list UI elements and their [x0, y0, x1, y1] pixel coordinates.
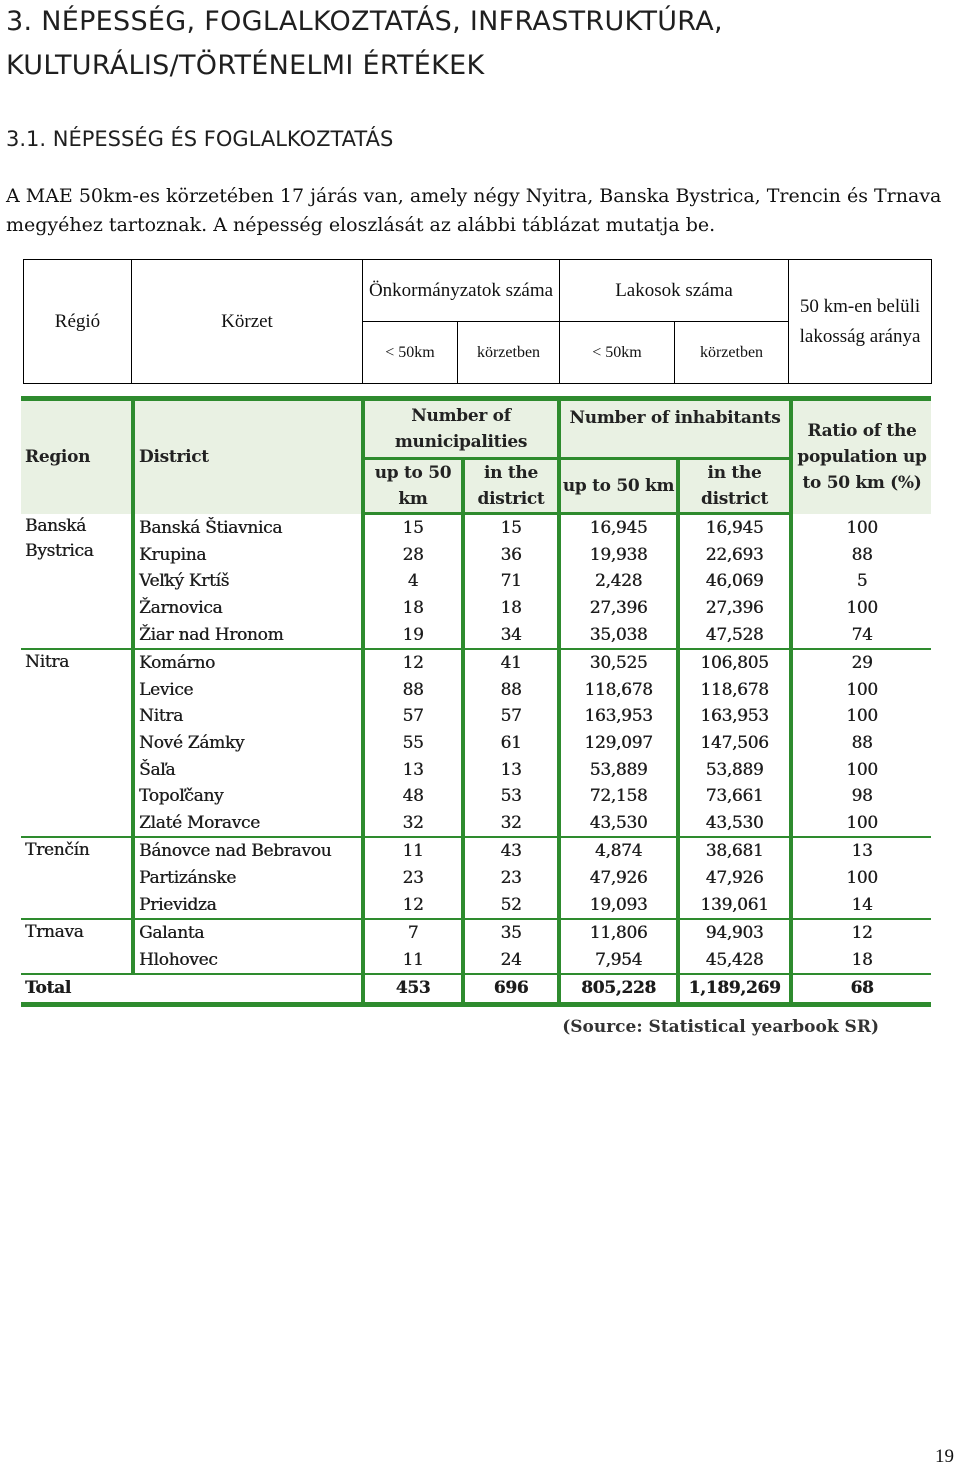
table-row	[21, 677, 931, 704]
district-cell: Topoľčany	[133, 783, 363, 810]
region-cell: Trenčín	[21, 837, 133, 919]
district-cell: Žiar nad Hronom	[133, 621, 363, 649]
value-cell-ratio: 100	[791, 865, 931, 892]
value-cell-md: 57	[463, 703, 559, 730]
district-cell: Nitra	[133, 703, 363, 730]
table-row	[21, 865, 931, 892]
value-cell-m50: 32	[363, 810, 463, 838]
hu-header-in-district-b: körzetben	[675, 322, 789, 384]
district-cell: Hlohovec	[133, 947, 363, 975]
hu-header-lt50-b: < 50km	[560, 322, 675, 384]
table-row	[21, 514, 931, 542]
hu-header-lt50: < 50km	[363, 322, 458, 384]
district-cell: Prievidza	[133, 891, 363, 919]
subsection-heading: 3.1. NÉPESSÉG ÉS FOGLALKOZTATÁS	[6, 127, 394, 151]
population-table-body	[21, 514, 931, 1005]
table-row	[21, 756, 931, 783]
district-cell: Banská Štiavnica	[133, 514, 363, 542]
en-header-region: Region	[21, 399, 133, 514]
table-row	[21, 568, 931, 595]
value-cell-id: 38,681	[678, 837, 791, 865]
value-cell-md: 61	[463, 730, 559, 757]
total-cell-i50: 805,228	[559, 974, 678, 1004]
hu-header-region: Régió	[24, 260, 132, 384]
value-cell-ratio: 18	[791, 947, 931, 975]
en-header-in-district: in the district	[463, 459, 559, 514]
hu-header-municipalities: Önkormányzatok száma	[363, 260, 560, 322]
district-cell: Zlaté Moravce	[133, 810, 363, 838]
table-row	[21, 621, 931, 649]
value-cell-ratio: 88	[791, 542, 931, 569]
region-cell: Banská Bystrica	[25, 515, 94, 561]
value-cell-m50: 12	[363, 649, 463, 677]
value-cell-ratio: 13	[791, 837, 931, 865]
value-cell-md: 71	[463, 568, 559, 595]
value-cell-md: 24	[463, 947, 559, 975]
en-header-up-to-50-b: up to 50 km	[559, 459, 678, 514]
value-cell-m50: 55	[363, 730, 463, 757]
value-cell-m50: 15	[363, 514, 463, 542]
value-cell-id: 163,953	[678, 703, 791, 730]
value-cell-i50: 16,945	[559, 514, 678, 542]
value-cell-md: 23	[463, 865, 559, 892]
value-cell-id: 139,061	[678, 891, 791, 919]
value-cell-ratio: 100	[791, 810, 931, 838]
value-cell-id: 46,069	[678, 568, 791, 595]
value-cell-ratio: 29	[791, 649, 931, 677]
value-cell-i50: 7,954	[559, 947, 678, 975]
table-row	[21, 919, 931, 947]
value-cell-md: 34	[463, 621, 559, 649]
value-cell-id: 147,506	[678, 730, 791, 757]
hu-header-ratio: 50 km-en belüli lakosság aránya	[789, 260, 932, 384]
value-cell-md: 15	[463, 514, 559, 542]
value-cell-i50: 43,530	[559, 810, 678, 838]
value-cell-ratio: 98	[791, 783, 931, 810]
value-cell-m50: 23	[363, 865, 463, 892]
en-header-municipalities: Number of municipalities	[363, 399, 559, 459]
district-cell: Krupina	[133, 542, 363, 569]
value-cell-md: 52	[463, 891, 559, 919]
value-cell-ratio: 88	[791, 730, 931, 757]
value-cell-i50: 129,097	[559, 730, 678, 757]
section-heading: 3. NÉPESSÉG, FOGLALKOZTATÁS, INFRASTRUKTÚRA, KULTURÁLIS/TÖRTÉNELMI ÉRTÉKEK	[6, 6, 723, 81]
value-cell-i50: 72,158	[559, 783, 678, 810]
value-cell-m50: 4	[363, 568, 463, 595]
value-cell-md: 88	[463, 677, 559, 704]
en-header-district: District	[133, 399, 363, 514]
table-row	[21, 837, 931, 865]
total-cell-md: 696	[463, 974, 559, 1004]
total-cell-ratio: 68	[791, 974, 931, 1004]
value-cell-ratio: 74	[791, 621, 931, 649]
value-cell-id: 45,428	[678, 947, 791, 975]
en-header-up-to-50: up to 50 km	[363, 459, 463, 514]
total-cell-m50: 453	[363, 974, 463, 1004]
district-cell: Veľký Krtíš	[133, 568, 363, 595]
hu-header-inhabitants: Lakosok száma	[560, 260, 789, 322]
table-row	[21, 947, 931, 975]
value-cell-m50: 13	[363, 756, 463, 783]
table-row	[21, 542, 931, 569]
value-cell-id: 22,693	[678, 542, 791, 569]
district-cell: Žarnovica	[133, 595, 363, 622]
value-cell-id: 27,396	[678, 595, 791, 622]
value-cell-md: 13	[463, 756, 559, 783]
table-row	[21, 595, 931, 622]
value-cell-ratio: 5	[791, 568, 931, 595]
value-cell-ratio: 100	[791, 677, 931, 704]
value-cell-md: 43	[463, 837, 559, 865]
value-cell-id: 118,678	[678, 677, 791, 704]
table-row	[21, 703, 931, 730]
value-cell-ratio: 100	[791, 703, 931, 730]
district-cell: Galanta	[133, 919, 363, 947]
source-note: (Source: Statistical yearbook SR)	[562, 1016, 879, 1037]
value-cell-i50: 47,926	[559, 865, 678, 892]
value-cell-i50: 30,525	[559, 649, 678, 677]
table-row	[21, 730, 931, 757]
en-header-inhabitants: Number of inhabitants	[559, 399, 791, 459]
value-cell-md: 41	[463, 649, 559, 677]
value-cell-id: 47,528	[678, 621, 791, 649]
value-cell-m50: 19	[363, 621, 463, 649]
district-cell: Komárno	[133, 649, 363, 677]
district-cell: Bánovce nad Bebravou	[133, 837, 363, 865]
value-cell-m50: 88	[363, 677, 463, 704]
table-row	[21, 810, 931, 838]
value-cell-i50: 19,938	[559, 542, 678, 569]
table-row	[21, 891, 931, 919]
statistics-table-figure	[21, 396, 931, 1037]
value-cell-i50: 4,874	[559, 837, 678, 865]
value-cell-md: 53	[463, 783, 559, 810]
en-header-in-district-b: in the district	[678, 459, 791, 514]
value-cell-m50: 28	[363, 542, 463, 569]
value-cell-m50: 7	[363, 919, 463, 947]
value-cell-id: 43,530	[678, 810, 791, 838]
value-cell-ratio: 12	[791, 919, 931, 947]
value-cell-i50: 53,889	[559, 756, 678, 783]
table-row	[21, 649, 931, 677]
value-cell-ratio: 100	[791, 756, 931, 783]
hu-header-district: Körzet	[132, 260, 363, 384]
value-cell-id: 53,889	[678, 756, 791, 783]
hungarian-header-table	[23, 259, 932, 384]
value-cell-i50: 2,428	[559, 568, 678, 595]
value-cell-md: 35	[463, 919, 559, 947]
value-cell-md: 32	[463, 810, 559, 838]
district-cell: Nové Zámky	[133, 730, 363, 757]
total-cell-id: 1,189,269	[678, 974, 791, 1004]
value-cell-i50: 11,806	[559, 919, 678, 947]
intro-paragraph: A MAE 50km-es körzetében 17 járás van, amely négy Nyitra, Banska Bystrica, Trencin és Trnava megyéhez tartoznak. A népesség eloszlását az alábbi táblázat mutatja be.	[6, 185, 942, 236]
value-cell-m50: 12	[363, 891, 463, 919]
total-row	[21, 974, 931, 1004]
district-cell: Partizánske	[133, 865, 363, 892]
value-cell-m50: 57	[363, 703, 463, 730]
value-cell-id: 94,903	[678, 919, 791, 947]
value-cell-i50: 118,678	[559, 677, 678, 704]
value-cell-id: 73,661	[678, 783, 791, 810]
hu-header-in-district: körzetben	[458, 322, 560, 384]
district-cell: Levice	[133, 677, 363, 704]
district-cell: Šaľa	[133, 756, 363, 783]
value-cell-i50: 35,038	[559, 621, 678, 649]
en-header-ratio: Ratio of the population up to 50 km (%)	[791, 399, 931, 514]
value-cell-id: 47,926	[678, 865, 791, 892]
value-cell-id: 16,945	[678, 514, 791, 542]
population-table	[21, 396, 931, 1007]
region-cell: Nitra	[21, 649, 133, 837]
value-cell-i50: 163,953	[559, 703, 678, 730]
total-label: Total	[21, 974, 363, 1004]
value-cell-i50: 27,396	[559, 595, 678, 622]
value-cell-m50: 11	[363, 837, 463, 865]
region-cell: Trnava	[21, 919, 133, 974]
value-cell-id: 106,805	[678, 649, 791, 677]
value-cell-ratio: 14	[791, 891, 931, 919]
page-number: 19	[935, 1446, 954, 1467]
value-cell-m50: 48	[363, 783, 463, 810]
value-cell-m50: 11	[363, 947, 463, 975]
value-cell-md: 18	[463, 595, 559, 622]
value-cell-ratio: 100	[791, 514, 931, 542]
table-row	[21, 783, 931, 810]
value-cell-m50: 18	[363, 595, 463, 622]
value-cell-md: 36	[463, 542, 559, 569]
value-cell-i50: 19,093	[559, 891, 678, 919]
value-cell-ratio: 100	[791, 595, 931, 622]
